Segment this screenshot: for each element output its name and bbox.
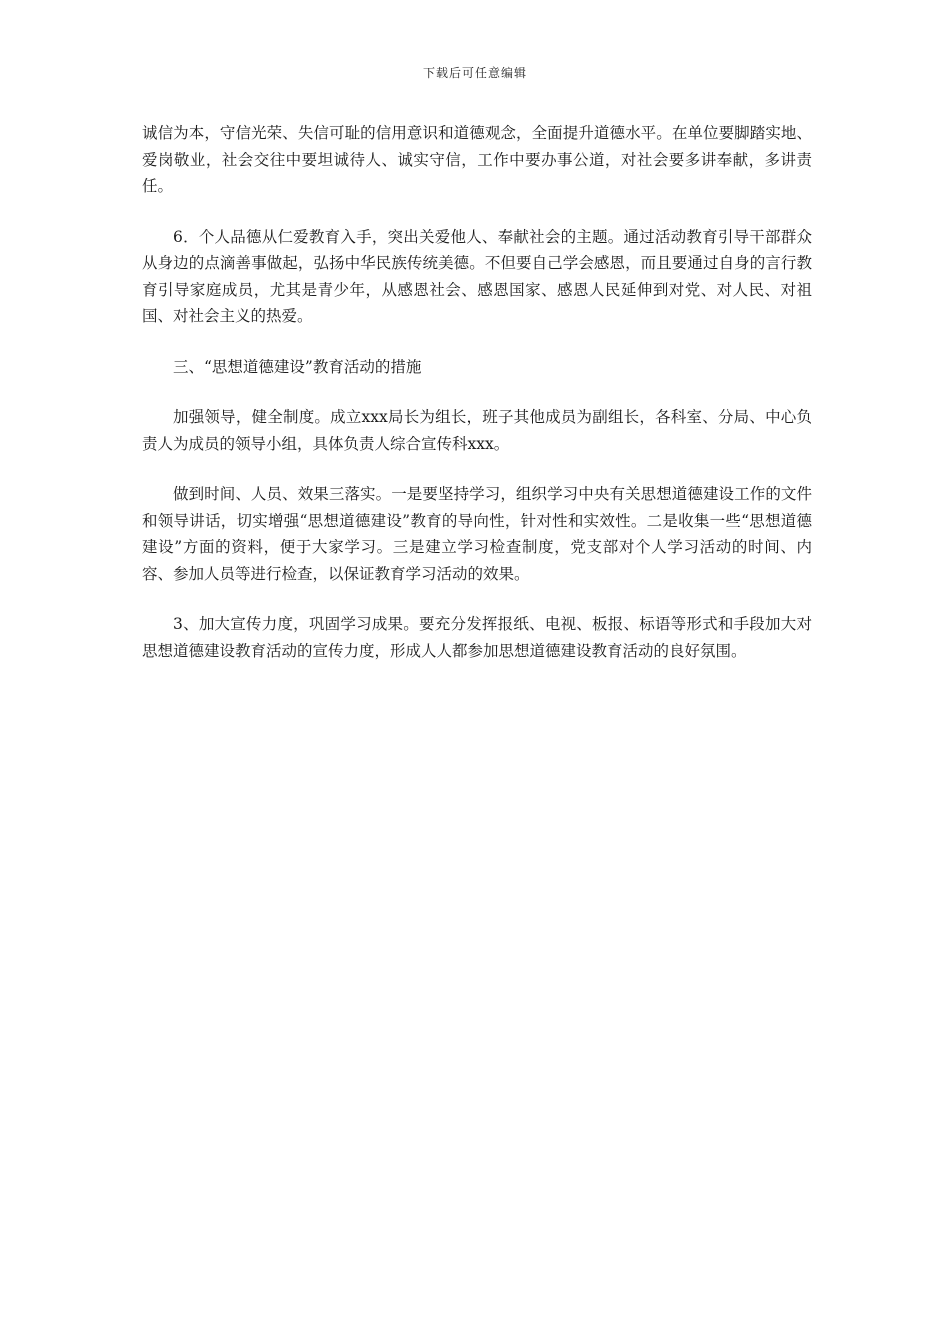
section-heading-measures: 三、“思想道德建设”教育活动的措施: [173, 357, 422, 376]
paragraph-integrity-continued: 诚信为本，守信光荣、失信可耻的信用意识和道德观念，全面提升道德水平。在单位要脚踏实地、爱岗敬业，社会交往中要坦诚待人、诚实守信，工作中要办事公道，对社会要多讲奉献，多讲责任。: [142, 124, 812, 195]
paragraph-leadership: 加强领导，健全制度。成立xxx局长为组长，班子其他成员为副组长，各科室、分局、中心负责人为成员的领导小组，具体负责人综合宣传科xxx。: [142, 408, 812, 453]
paragraph-three-implementations: 做到时间、人员、效果三落实。一是要坚持学习，组织学习中央有关思想道德建设工作的文件和领导讲话，切实增强“思想道德建设”教育的导向性，针对性和实效性。二是收集一些“思想道德建设”方面的资料，便于大家学习。三是建立学习检查制度，党支部对个人学习活动的时间、内容、参加人员等进行检查，以保证教育学习活动的效果。: [142, 485, 812, 583]
document-body: [142, 120, 812, 688]
page-header: 下载后可任意编辑: [422, 66, 527, 80]
paragraph-publicity: 3、加大宣传力度，巩固学习成果。要充分发挥报纸、电视、板报、标语等形式和手段加大对思想道德建设教育活动的宣传力度，形成人人都参加思想道德建设教育活动的良好氛围。: [142, 615, 812, 660]
paragraph-personal-morality: 6．个人品德从仁爱教育入手，突出关爱他人、奉献社会的主题。通过活动教育引导干部群众从身边的点滴善事做起，弘扬中华民族传统美德。不但要自己学会感恩，而且要通过自身的言行教育引导家庭成员，尤其是青少年，从感恩社会、感恩国家、感恩人民延伸到对党、对人民、对祖国、对社会主义的热爱。: [142, 227, 812, 325]
